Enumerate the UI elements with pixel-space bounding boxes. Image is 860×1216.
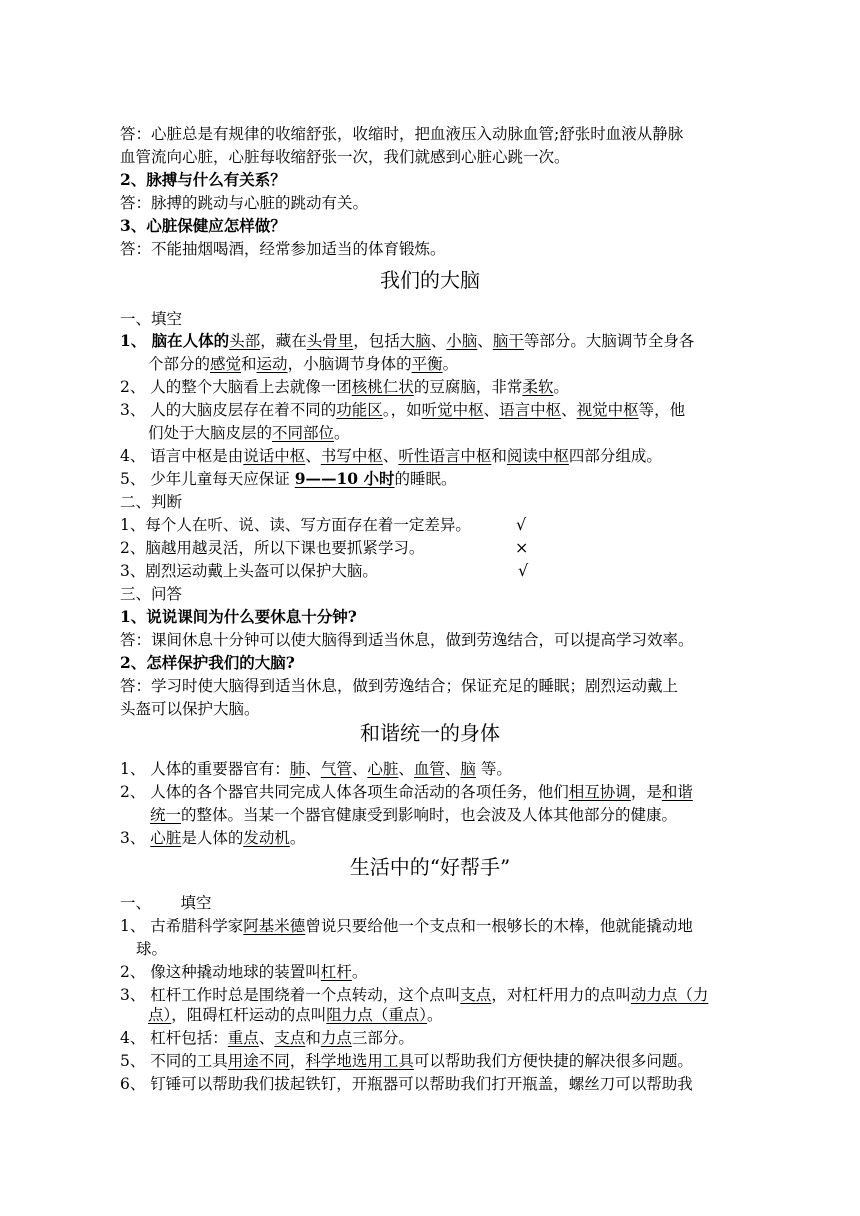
helper-item-4: 4、 杠杆包括：重点、支点和力点三部分。 — [120, 1029, 414, 1047]
brain-fill-3-cont: 们处于大脑皮层的不同部位。 — [148, 424, 350, 442]
brain-question-2: 2、怎样保护我们的大脑? — [120, 653, 295, 672]
brain-fill-4: 4、 语言中枢是由说话中枢、书写中枢、听性语言中枢和阅读中枢四部分组成。 — [120, 447, 662, 465]
body-item-2-cont: 统一的整体。当某一个器官健康受到影响时，也会波及人体其他部分的健康。 — [150, 806, 678, 824]
helper-item-3-cont: 点），阻碍杠杆运动的点叫阻力点（重点）。 — [148, 1006, 443, 1024]
brain-answer-1: 答：课间休息十分钟可以使大脑得到适当休息，做到劳逸结合，可以提高学习效率。 — [120, 631, 694, 649]
heart-answer-3: 答：不能抽烟喝酒，经常参加适当的体育锻炼。 — [120, 240, 446, 258]
helper-item-5: 5、 不同的工具用途不同，科学地选用工具可以帮助我们方便快捷的解决很多问题。 — [120, 1052, 693, 1070]
brain-fill-5: 5、 少年儿童每天应保证 9——10 小时的睡眠。 — [120, 469, 457, 488]
heart-answer-2: 答：脉搏的跳动与心脏的跳动有关。 — [120, 194, 369, 212]
helper-item-3: 3、 杠杆工作时总是围绕着一个点转动，这个点叫支点，对杠杆用力的点叫动力点（力 — [120, 986, 709, 1004]
brain-fill-1-cont: 个部分的感觉和运动，小脑调节身体的平衡。 — [148, 355, 459, 373]
cross-mark-2: × — [515, 538, 529, 557]
brain-judge-1: 1、每个人在听、说、读、写方面存在着一定差异。 — [120, 516, 471, 534]
helper-item-2: 2、 像这种撬动地球的装置叫杠杆。 — [120, 963, 368, 981]
brain-fill-1: 1、 脑在人体的头部，藏在头骨里，包括大脑、小脑、脑干等部分。大脑调节全身各 — [120, 331, 695, 350]
section-title-body: 和谐统一的身体 — [360, 721, 500, 745]
brain-judge-2: 2、脑越用越灵活，所以下课也要抓紧学习。 — [120, 539, 425, 557]
brain-question-1: 1、说说课间为什么要休息十分钟? — [120, 607, 357, 626]
section-title-brain: 我们的大脑 — [380, 268, 480, 292]
section-title-helper: 生活中的“好帮手” — [349, 855, 511, 879]
brain-fill-3: 3、 人的大脑皮层存在着不同的功能区。，如听觉中枢、语言中枢、视觉中枢等，他 — [120, 401, 686, 419]
heart-answer-1-cont: 血管流向心脏，心脏每收缩舒张一次，我们就感到心脏心跳一次。 — [120, 148, 570, 166]
body-item-2: 2、 人体的各个器官共同完成人体各项生命活动的各项任务，他们相互协调，是和谐 — [120, 783, 693, 801]
heart-answer-1: 答：心脏总是有规律的收缩舒张，收缩时，把血液压入动脉血管;舒张时血液从静脉 — [120, 125, 684, 143]
brain-judge-3: 3、剧烈运动戴上头盔可以保护大脑。 — [120, 562, 378, 580]
heart-question-3: 3、心脏保健应怎样做？ — [120, 216, 286, 235]
brain-qa-heading: 三、问答 — [120, 585, 183, 603]
body-item-1: 1、 人体的重要器官有：肺、气管、心脏、血管、脑 等。 — [120, 760, 512, 778]
helper-item-1-cont: 球。 — [136, 940, 168, 958]
brain-judge-heading: 二、判断 — [120, 493, 183, 511]
check-mark-3: √ — [518, 561, 529, 580]
helper-fill-heading: 一、 填空 — [120, 894, 212, 912]
brain-answer-2-cont: 头盔可以保护大脑。 — [120, 700, 260, 718]
brain-answer-2: 答：学习时使大脑得到适当休息，做到劳逸结合；保证充足的睡眠；剧烈运动戴上 — [120, 677, 679, 695]
helper-item-6: 6、 钉锤可以帮助我们拔起铁钉，开瓶器可以帮助我们打开瓶盖，螺丝刀可以帮助我 — [120, 1075, 693, 1093]
body-item-3: 3、 心脏是人体的发动机。 — [120, 829, 306, 847]
brain-fill-heading: 一、填空 — [120, 310, 183, 328]
brain-fill-2: 2、 人的整个大脑看上去就像一团核桃仁状的豆腐脑，非常柔软。 — [120, 378, 569, 396]
check-mark-1: √ — [516, 515, 527, 534]
helper-item-1: 1、 古希腊科学家阿基米德曾说只要给他一个支点和一根够长的木棒，他就能撬动地 — [120, 917, 693, 935]
heart-question-2: 2、脉搏与什么有关系？ — [120, 170, 286, 189]
